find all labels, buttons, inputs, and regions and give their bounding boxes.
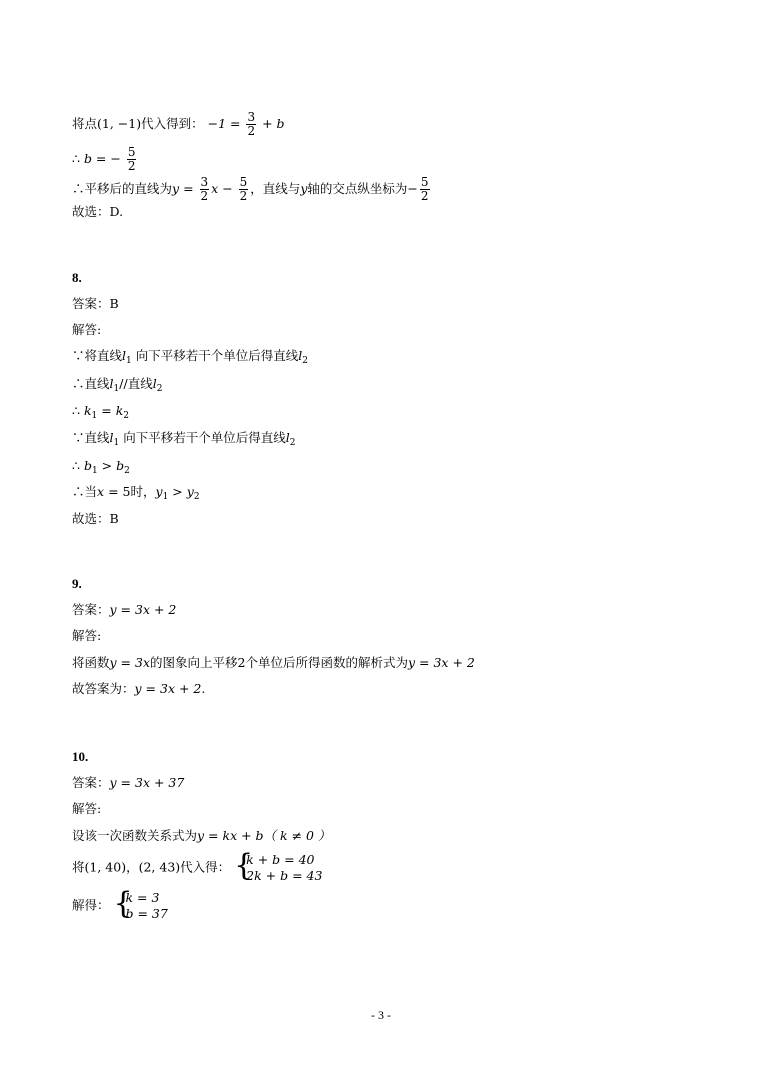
math: y = <box>172 181 194 196</box>
math: > <box>172 484 183 499</box>
text: 轴的交点纵坐标为 <box>307 181 408 196</box>
brace-symbol: { <box>113 886 133 921</box>
math: + b <box>262 116 285 131</box>
subscript: 1 <box>162 492 169 502</box>
text-line <box>72 403 129 424</box>
numerator: 3 <box>200 175 209 189</box>
subscript: 1 <box>113 438 120 448</box>
therefore-symbol: ∴ <box>72 376 85 391</box>
math: > <box>101 458 113 473</box>
text-line <box>72 484 200 505</box>
text: 个单位后所得函数的解析式为 <box>245 655 408 670</box>
text: 时， <box>130 484 156 499</box>
text: 向下平移若干个单位后得直线 <box>135 348 299 363</box>
subscript: 1 <box>126 356 132 366</box>
math: y = kx + b <box>197 828 264 843</box>
text: 将函数 <box>72 655 110 670</box>
numerator: 5 <box>127 145 136 159</box>
math: b = − <box>83 151 121 166</box>
text-line: 故选：B <box>72 511 119 526</box>
because-symbol: ∵ <box>72 430 85 445</box>
subscript: 1 <box>113 384 120 394</box>
text-line <box>72 828 330 844</box>
question-number: 9. <box>72 576 82 591</box>
equation-system <box>113 886 168 922</box>
question-number: 10. <box>72 749 89 764</box>
question-number: 8. <box>72 270 82 285</box>
text: 直线 <box>84 430 110 445</box>
therefore-symbol: ∴ <box>72 458 80 473</box>
subscript: 2 <box>302 356 308 366</box>
therefore-symbol: ∴ <box>72 151 80 166</box>
therefore-symbol: ∴ <box>72 403 80 418</box>
subscript: 2 <box>156 384 163 394</box>
math: （ k ≠ 0 ） <box>263 828 331 843</box>
equation: k = 3 <box>125 890 160 905</box>
text: 直线 <box>84 376 110 391</box>
fraction <box>420 176 430 203</box>
math: = <box>101 403 112 418</box>
text: 代入得到： <box>141 116 204 131</box>
math: y <box>186 484 194 499</box>
text: 解得： <box>72 897 110 913</box>
equation-system <box>234 848 323 884</box>
math: (1, 40) <box>84 859 127 875</box>
subscript: 2 <box>193 492 200 502</box>
math: y = 3x + 2 <box>134 681 202 696</box>
fraction <box>127 146 137 173</box>
text-line <box>72 681 205 697</box>
math: = 5 <box>108 484 131 499</box>
denominator: 2 <box>200 189 209 203</box>
math: (2, 43) <box>138 859 181 875</box>
subscript: 2 <box>289 438 296 448</box>
math: −1 = <box>207 116 241 131</box>
text: 的图象向上平移 <box>150 655 238 670</box>
math: b <box>116 458 125 473</box>
text: 代入得： <box>180 859 231 875</box>
denominator: 2 <box>239 189 248 203</box>
math: − <box>407 181 418 196</box>
fraction <box>239 176 249 203</box>
math: y <box>300 181 308 196</box>
text: 向下平移若干个单位后得直线 <box>123 430 286 445</box>
text-line <box>72 376 162 397</box>
brace-symbol: { <box>234 848 254 883</box>
numerator: 5 <box>420 175 429 189</box>
text: . <box>201 681 206 696</box>
text-line <box>72 655 475 671</box>
math: k <box>83 403 92 418</box>
text-line <box>72 886 168 922</box>
equation: 2k + b = 43 <box>246 868 323 883</box>
page-number: - 3 - <box>371 1008 391 1022</box>
fraction <box>246 111 256 138</box>
text: 设该一次函数关系式为 <box>72 828 198 843</box>
subscript: 1 <box>91 466 98 476</box>
math: x <box>97 484 105 499</box>
text: 故答案为： <box>72 681 135 696</box>
therefore-symbol: ∴ <box>72 181 85 196</box>
fraction <box>200 176 210 203</box>
text: ， <box>126 859 139 875</box>
math: y = 3x + 37 <box>109 775 185 790</box>
solution-label: 解答: <box>72 628 102 643</box>
math: l <box>109 430 114 445</box>
math: y = 3x <box>109 655 151 670</box>
therefore-symbol: ∴ <box>72 484 85 499</box>
text: 当 <box>84 484 98 499</box>
parallel-symbol: // <box>119 376 128 391</box>
text: 将直线 <box>84 348 123 363</box>
text-line <box>72 348 308 369</box>
numerator: 3 <box>247 110 256 124</box>
denominator: 2 <box>247 124 256 138</box>
math: y = 3x + 2 <box>408 655 475 670</box>
text-line <box>72 458 130 479</box>
math: l <box>285 430 290 445</box>
answer-line <box>72 775 184 791</box>
subscript: 2 <box>124 466 130 476</box>
text-line <box>72 176 432 203</box>
text-line <box>72 848 323 884</box>
math: y <box>155 484 163 499</box>
numerator: 5 <box>239 175 248 189</box>
text: 将 <box>72 859 85 875</box>
because-symbol: ∵ <box>72 348 85 363</box>
math: l <box>298 348 303 363</box>
equation: b = 37 <box>125 906 168 921</box>
text: 答案： <box>72 602 110 617</box>
denominator: 2 <box>420 189 429 203</box>
math: l <box>109 376 114 391</box>
math: b <box>83 458 92 473</box>
math: y = 3x + 2 <box>109 602 177 617</box>
equation: k + b = 40 <box>246 852 315 867</box>
math: x − <box>211 181 233 196</box>
answer-line <box>72 602 176 618</box>
text-line: 故选：D. <box>72 204 124 219</box>
solution-label: 解答: <box>72 322 102 337</box>
text-line <box>72 111 285 138</box>
solution-label: 解答: <box>72 801 102 816</box>
text: 直线 <box>127 376 153 391</box>
denominator: 2 <box>127 159 136 173</box>
text: 将点 <box>72 116 98 131</box>
text-line <box>72 430 296 451</box>
subscript: 2 <box>123 411 130 421</box>
math: l <box>122 348 127 363</box>
math: (1, −1) <box>97 116 142 131</box>
text: 平移后的直线为 <box>84 181 173 196</box>
text: 答案： <box>72 775 110 790</box>
math: l <box>152 376 157 391</box>
answer-line: 答案：B <box>72 296 119 311</box>
math: k <box>115 403 124 418</box>
subscript: 1 <box>91 411 98 421</box>
text: ，直线与 <box>250 181 301 196</box>
math: 2 <box>237 655 246 670</box>
text-line <box>72 146 138 173</box>
